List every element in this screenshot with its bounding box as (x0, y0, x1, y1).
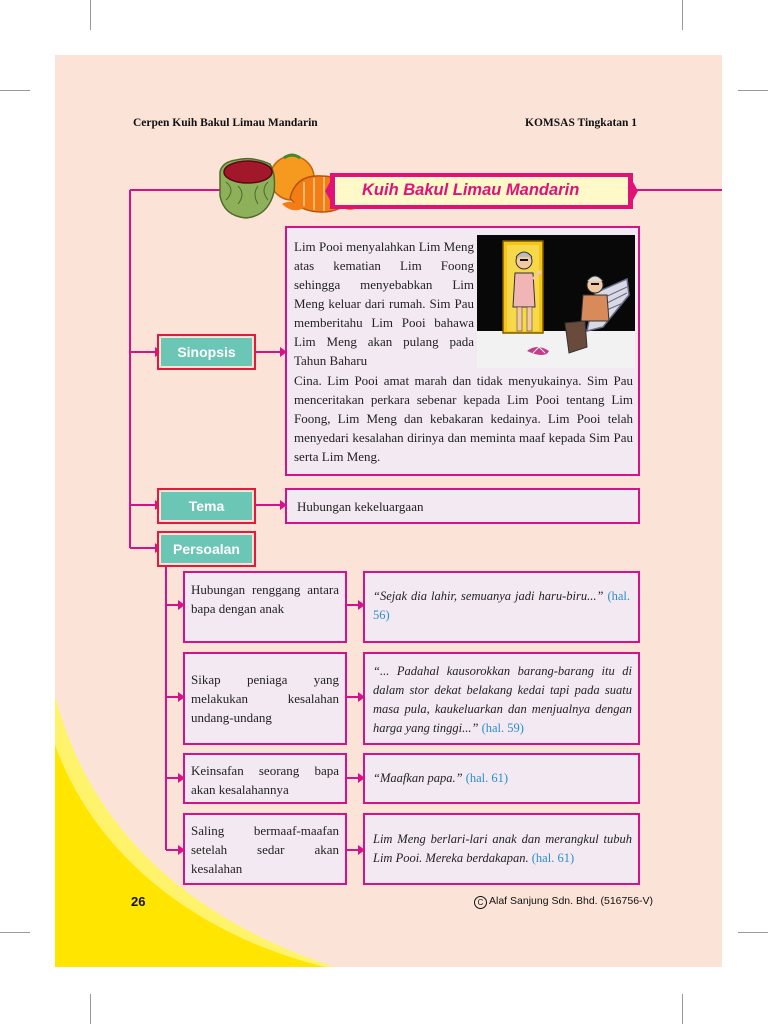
persoalan-label-box (157, 531, 256, 567)
quote-text (373, 587, 630, 625)
quote-box (363, 753, 640, 804)
copyright-icon: C (474, 896, 487, 909)
sinopsis-box (285, 226, 640, 476)
quote-box (363, 813, 640, 885)
issue-box (183, 753, 347, 804)
tema-text: Hubungan kekeluargaan (297, 499, 424, 514)
sinopsis-label-box (157, 334, 256, 370)
quote-text (373, 662, 632, 738)
persoalan-label: Persoalan (161, 535, 252, 563)
quote-text (373, 830, 632, 868)
issue-text: Sikap peniaga yang melakukan kesalahan undang-undang (191, 672, 339, 725)
tema-label: Tema (161, 492, 252, 520)
page-reference: (hal. 61) (531, 851, 575, 865)
quote-box (363, 652, 640, 745)
issue-text: Saling bermaaf-maafan setelah sedar akan kesalahan (191, 823, 339, 876)
sinopsis-text-top: Lim Pooi menyalahkan Lim Meng atas kematian Lim Foong sehingga menyebabkan Lim Meng keluar dari rumah. Sim Pau memberitahu Lim Pooi bahawa Lim Meng akan pulang pada Tahun Baharu (294, 239, 474, 368)
tema-label-box (157, 488, 256, 524)
page-number: 26 (131, 894, 146, 909)
page-reference: (hal. 59) (481, 721, 524, 735)
page-title: Kuih Bakul Limau Mandarin (362, 181, 580, 199)
issue-box (183, 813, 347, 885)
header-subject: KOMSAS Tingkatan 1 (525, 117, 638, 129)
copyright-notice (474, 895, 653, 909)
issue-box (183, 652, 347, 745)
page-reference: (hal. 61) (465, 771, 509, 785)
quote-content: “Maafkan papa.” (373, 771, 463, 785)
quote-box (363, 571, 640, 643)
quote-content: “Sejak dia lahir, semuanya jadi haru-biru...” (373, 589, 604, 603)
issue-box (183, 571, 347, 643)
quote-content: Lim Meng berlari-lari anak dan merangkul tubuh Lim Pooi. Mereka berdakapan. (373, 832, 632, 865)
header-story-title: Cerpen Kuih Bakul Limau Mandarin (133, 117, 318, 129)
page-reference: (hal. 56) (373, 589, 631, 622)
issue-text: Keinsafan seorang bapa akan kesalahannya (191, 763, 339, 797)
sinopsis-label: Sinopsis (161, 338, 252, 366)
sinopsis-text-bottom: Cina. Lim Pooi amat marah dan tidak menyukainya. Sim Pau menceritakan perkara sebenar kepada Lim Pooi tentang Lim Foong, Lim Meng dan kebakaran kedainya. Lim Pooi telah menyedari kesalahan dirinya dan meminta maaf kepada Sim Pau serta Lim Meng. (294, 373, 633, 464)
quote-text (373, 769, 630, 788)
tema-box (285, 488, 640, 524)
issue-text: Hubungan renggang antara bapa dengan anak (191, 582, 339, 616)
scene-illustration (477, 235, 635, 368)
copyright-text: Alaf Sanjung Sdn. Bhd. (516756-V) (489, 895, 654, 907)
quote-content: “... Padahal kausorokkan barang-barang itu di dalam stor dekat belakang kedai tapi pada suatu masa pula, kaukeluarkan dan menjualnya dengan harga yang tinggi...” (373, 664, 632, 735)
